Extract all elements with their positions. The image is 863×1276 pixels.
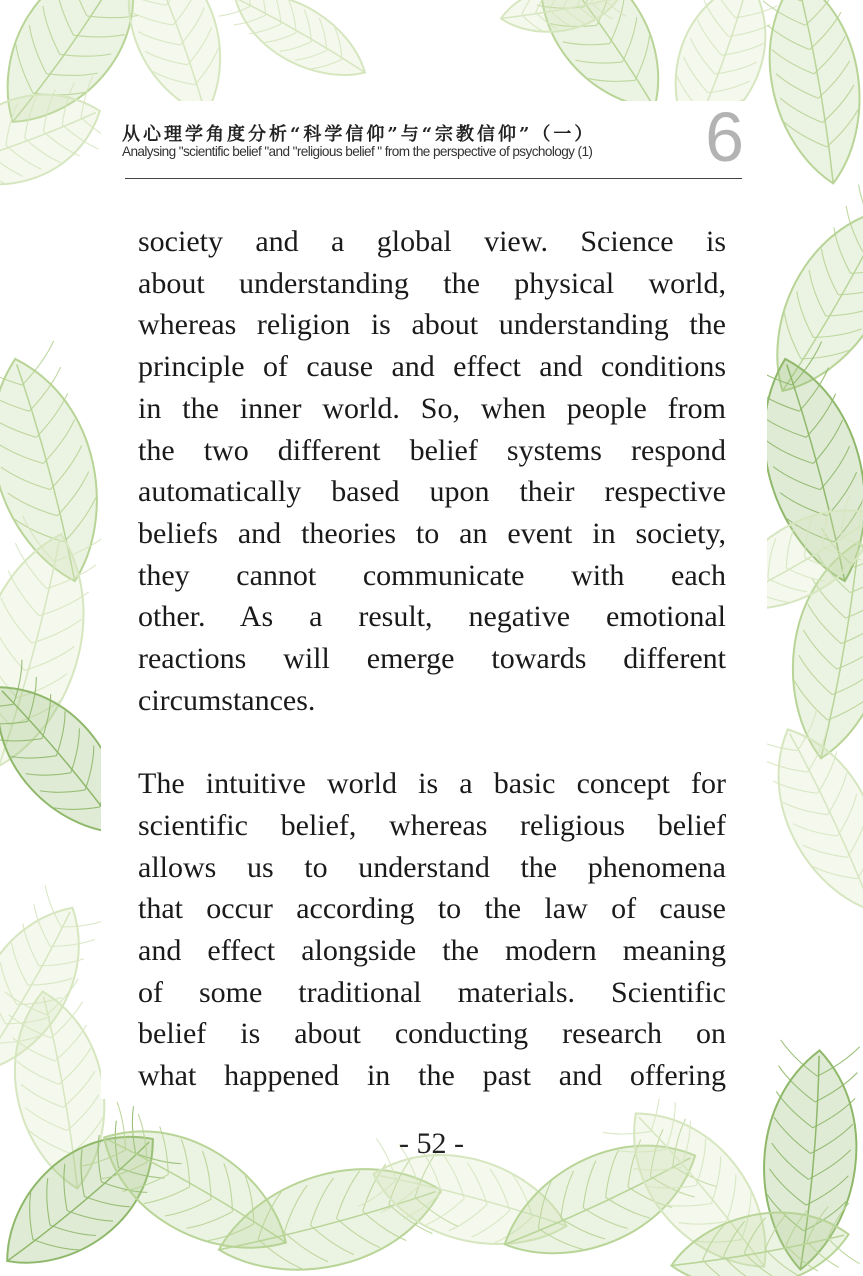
page-number: - 52 - <box>399 1127 464 1160</box>
leaf-decoration-7 <box>753 0 863 191</box>
paragraph-2 <box>138 763 726 1097</box>
text-line: that occur according to the law of cause <box>138 892 726 926</box>
header-divider <box>125 178 742 179</box>
text-line: scientific belief, whereas religious belief <box>138 808 726 842</box>
body-text <box>138 221 726 1097</box>
text-line: what happened in the past and offering <box>138 1059 726 1093</box>
text-line: belief is about conducting research on <box>138 1017 726 1051</box>
chapter-number: 6 <box>705 98 744 176</box>
text-line: principle of cause and effect and conditions <box>138 350 726 384</box>
text-line: of some traditional materials. Scientific <box>138 975 726 1009</box>
text-line: beliefs and theories to an event in society, <box>138 516 726 550</box>
text-line: about understanding the physical world, <box>138 266 726 300</box>
header-title-chinese: 从心理学角度分析“科学信仰”与“宗教信仰”（一） <box>122 124 596 145</box>
text-line: other. As a result, negative emotional <box>138 600 726 634</box>
text-line: allows us to understand the phenomena <box>138 850 726 884</box>
text-line: the two different belief systems respond <box>138 433 726 467</box>
text-line: The intuitive world is a basic concept for <box>138 767 726 801</box>
text-line: they cannot communicate with each <box>138 558 726 592</box>
text-line: circumstances. <box>138 683 316 717</box>
text-line: whereas religion is about understanding the <box>138 308 726 342</box>
text-line: and effect alongside the modern meaning <box>138 933 726 967</box>
text-line: reactions will emerge towards different <box>138 642 726 676</box>
text-line: society and a global view. Science is <box>138 225 726 258</box>
running-header <box>122 98 744 178</box>
text-line: automatically based upon their respective <box>138 475 726 509</box>
text-line: in the inner world. So, when people from <box>138 391 726 425</box>
header-title-english: Analysing "scientific belief "and "religious belief " from the perspective of psychology (1) <box>122 144 593 159</box>
paragraph-1 <box>138 221 726 721</box>
leaf-decoration-4 <box>217 0 379 97</box>
